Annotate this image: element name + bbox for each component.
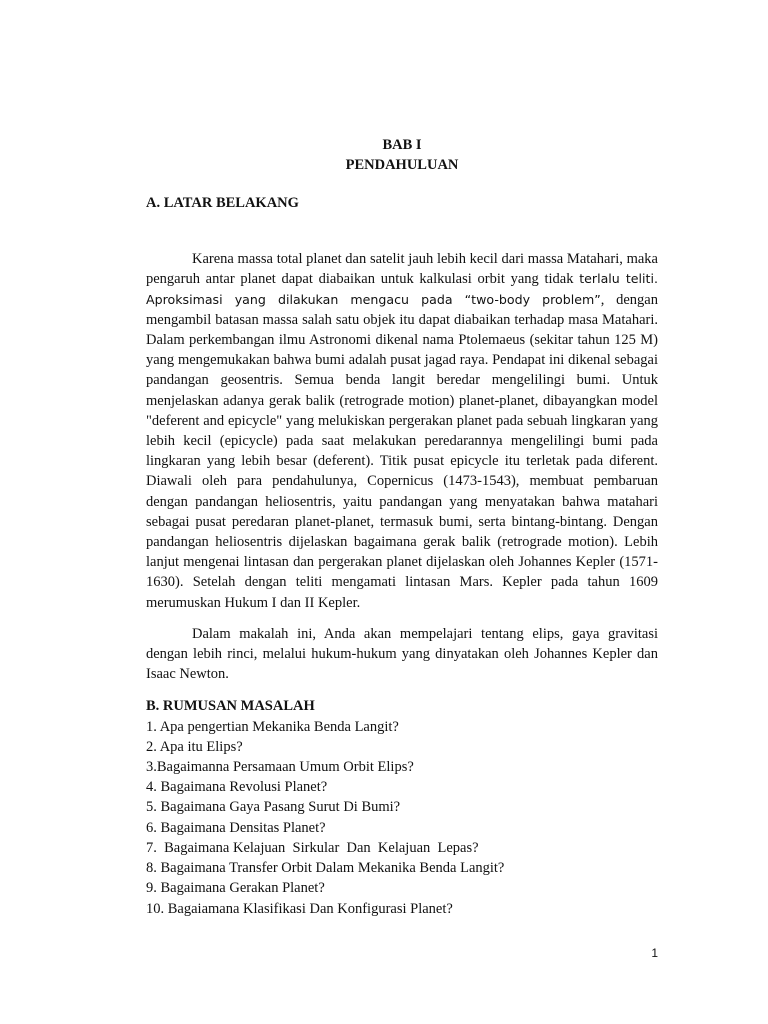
list-item: 5. Bagaimana Gaya Pasang Surut Di Bumi? [146, 799, 401, 816]
paragraph-1-end: , dengan mengambil batasan massa salah satu objek itu dapat diabaikan terhadap masa Matahari. Dalam perkembangan ilmu Astronomi dikenal nama Ptolemaeus (sekitar tahun 125 M) yang mengemukakan bahwa bumi adalah pusat jagad raya. Pendapat ini dikenal sebagai pandangan geosentris. Semua benda langit beredar mengelilingi bumi. Untuk menjelaskan adanya gerak balik (retrograde motion) planet-planet, dibayangkan model "deferent and epicycle" yang melukiskan pergerakan planet pada sebuah lingkaran yang lebih kecil (epicycle) pada saat melakukan peredarannya mengelilingi bumi pada lingkaran yang lebih besar (deferent). Titik pusat epicycle itu terletak pada diferent. Diawali oleh para pendahulunya, Copernicus (1473-1543), membuat pembaruan dengan pandangan heliosentris, yaitu pandangan yang menyatakan bahwa matahari sebagai pusat peredaran planet-planet, termasuk bumi, serta bintang-bintang. Dengan pandangan heliosentris dijelaskan bagaimana gerak balik (retrograde motion). Lebih lanjut mengenai lintasan dan pergerakan planet dijelaskan oleh Johannes Kepler (1571-1630). Setelah dengan teliti mengamati lintasan Mars. Kepler pada tahun 1609 merumuskan Hukum I dan II Kepler. [146, 291, 658, 611]
list-item: 2. Apa itu Elips? [146, 738, 243, 755]
background-paragraph-2: Dalam makalah ini, Anda akan mempelajari tentang elips, gaya gravitasi dengan lebih rinci, melalui hukum-hukum yang dinyatakan oleh Johannes Kepler dan Isaac Newton. [146, 625, 658, 683]
list-item: 9. Bagaimana Gerakan Planet? [146, 880, 325, 897]
page-number: 1 [651, 946, 658, 960]
paragraph-1-sans-run: terlalu teliti. Aproksimasi yang dilakukan mengacu pada “two-body problem” [146, 271, 658, 307]
list-item: 3.Bagaimanna Persamaan Umum Orbit Elips? [146, 759, 414, 776]
list-item: 8. Bagaimana Transfer Orbit Dalam Mekanika Benda Langit? [146, 860, 505, 877]
chapter-label: BAB I [382, 137, 422, 153]
chapter-title: PENDAHULUAN [345, 157, 459, 173]
list-item: 4. Bagaimana Revolusi Planet? [146, 779, 328, 796]
list-item: 7. Bagaimana Kelajuan Sirkular Dan Kelajuan Lepas? [146, 839, 479, 856]
paragraph-1-start: Karena massa total planet dan satelit jauh lebih kecil dari massa Matahari, maka pengaruh antar planet dapat diabaikan untuk kalkulasi orbit yang tidak [146, 251, 658, 288]
page-content [146, 135, 658, 919]
section-a-heading: A. LATAR BELAKANG [146, 195, 299, 211]
section-b-heading: B. RUMUSAN MASALAH [146, 698, 315, 715]
list-item: 10. Bagaiamana Klasifikasi Dan Konfigurasi Planet? [146, 900, 453, 917]
background-paragraph-1 [146, 249, 658, 613]
list-item: 6. Bagaimana Densitas Planet? [146, 819, 326, 836]
problem-list [146, 717, 658, 919]
list-item: 1. Apa pengertian Mekanika Benda Langit? [146, 718, 399, 735]
